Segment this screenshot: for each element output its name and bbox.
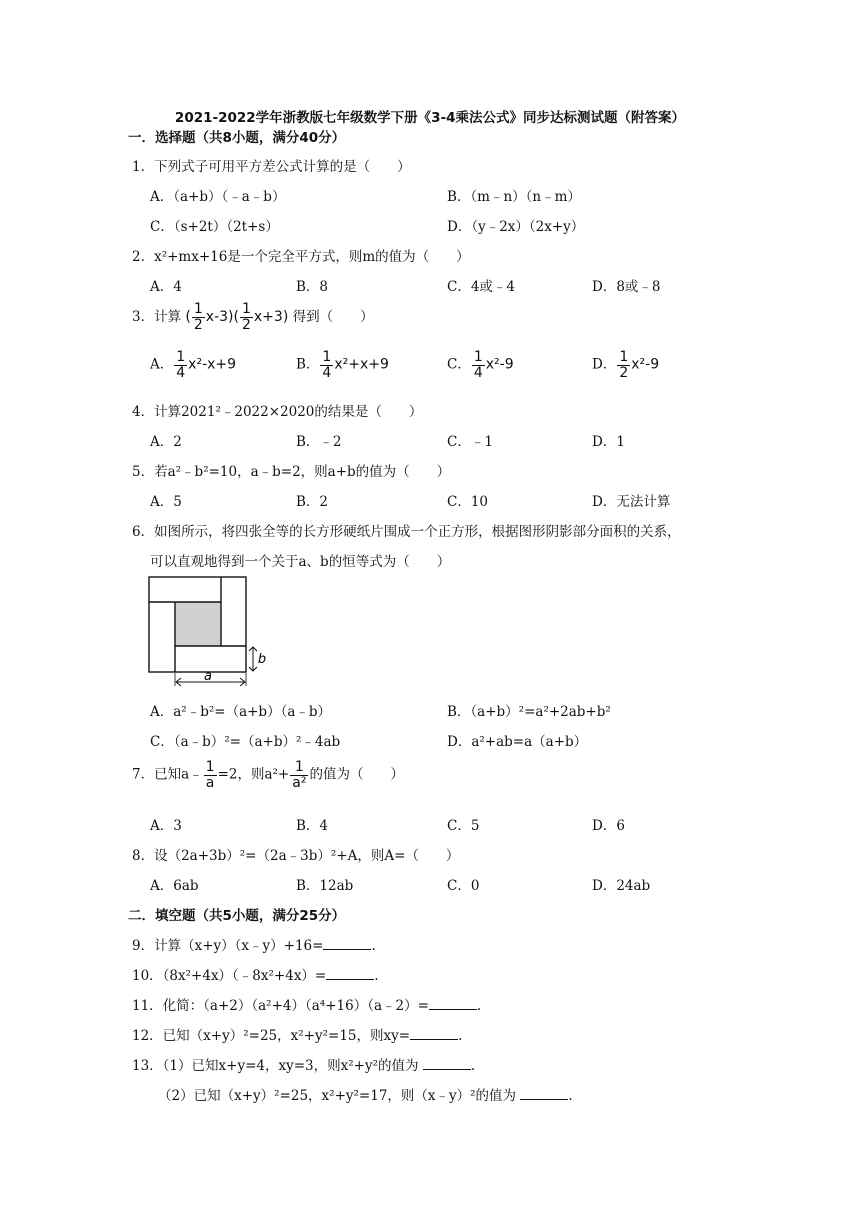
- question-6-option-d: D．a²+ab=a（a+b）: [447, 734, 588, 750]
- question-3-option-b: B． $\frac{1}{4}$ x²+x+9: [296, 349, 389, 381]
- question-3-fraction-1: $\frac{1}{2}$: [193, 301, 203, 333]
- question-2-option-b: B．8: [296, 279, 329, 295]
- question-4-option-c: C．﹣1: [447, 434, 493, 450]
- question-4-option-b: B．﹣2: [296, 434, 342, 450]
- question-3-option-a: A． $\frac{1}{4}$ x²-x+9: [150, 349, 237, 381]
- question-1-option-d: D．（y﹣2x）（2x+y）: [447, 219, 585, 235]
- question-6-stem-line-2: 可以直观地得到一个关于a、b的恒等式为（ ）: [150, 554, 451, 570]
- question-7-option-a: A．3: [150, 818, 182, 834]
- question-8-option-d: D．24ab: [592, 878, 651, 894]
- question-8-option-b: B．12ab: [296, 878, 354, 894]
- question-7-option-d: D．6: [592, 818, 625, 834]
- question-1-option-b: B．（m﹣n）（n﹣m）: [447, 189, 581, 205]
- question-1-stem: 1．下列式子可用平方差公式计算的是（ ）: [132, 159, 411, 175]
- question-4-stem: 4．计算2021²﹣2022×2020的结果是（ ）: [132, 404, 423, 420]
- document-title: 2021-2022学年浙教版七年级数学下册《3-4乘法公式》同步达标测试题（附答案）: [174, 110, 686, 126]
- question-2-option-a: A．4: [150, 279, 182, 295]
- question-7-stem: 7．已知a﹣ $\frac{1}{a}$ =2，则a²+ $\frac{1}{\text{a²}}$ 的值为（ ）: [132, 759, 404, 791]
- question-13-part-2: （2）已知（x+y）²=25，x²+y²=17，则（x﹣y）²的值为 .: [158, 1088, 573, 1104]
- question-3-option-c: C． $\frac{1}{4}$ x²-9: [447, 349, 514, 381]
- question-7-option-c: C．5: [447, 818, 480, 834]
- question-5-option-c: C．10: [447, 494, 489, 510]
- question-3-expression: ( $\frac{1}{2}$ x-3)( $\frac{1}{2}$ x+3): [185, 301, 289, 333]
- section-heading-choice: 一．选择题（共8小题，满分40分）: [128, 130, 346, 146]
- question-12: 12．已知（x+y）²=25，x²+y²=15，则xy= .: [132, 1028, 463, 1044]
- answer-blank: [520, 1087, 568, 1100]
- question-3-stem-post: 得到（ ）: [292, 309, 374, 326]
- section-heading-fill: 二．填空题（共5小题，满分25分）: [128, 908, 346, 924]
- label-b: b: [257, 652, 267, 667]
- question-5-stem: 5．若a²﹣b²=10，a﹣b=2，则a+b的值为（ ）: [132, 464, 451, 480]
- question-5-option-a: A．5: [150, 494, 182, 510]
- question-2-option-d: D．8或﹣8: [592, 279, 661, 295]
- answer-blank: [423, 1057, 471, 1070]
- question-3-stem: [132, 302, 374, 332]
- answer-blank: [429, 997, 477, 1010]
- question-2-option-c: C．4或﹣4: [447, 279, 516, 295]
- question-3-option-d: D． $\frac{1}{2}$ x²-9: [592, 349, 660, 381]
- question-1-option-a: A．（a+b）（﹣a﹣b）: [150, 189, 286, 205]
- question-6-figure: [146, 574, 276, 694]
- question-3-stem-pre: 3．计算: [132, 309, 182, 326]
- question-5-option-d: D．无法计算: [592, 494, 671, 510]
- question-7-fraction-1: $\frac{1}{a}$: [205, 759, 215, 791]
- question-4-option-a: A．2: [150, 434, 182, 450]
- question-2-stem: 2．x²+mx+16是一个完全平方式，则m的值为（ ）: [132, 249, 470, 265]
- question-7-fraction-2: $\frac{1}{\text{a²}}$: [292, 759, 307, 791]
- question-7-option-b: B．4: [296, 818, 329, 834]
- question-13-part-1: 13．（1）已知x+y=4，xy=3，则x²+y²的值为 .: [132, 1058, 476, 1074]
- question-3-fraction-2: $\frac{1}{2}$: [241, 301, 251, 333]
- shaded-square: [175, 602, 221, 646]
- question-5-option-b: B．2: [296, 494, 329, 510]
- answer-blank: [326, 967, 374, 980]
- question-6-stem-line-1: 6．如图所示，将四张全等的长方形硬纸片围成一个正方形，根据图形阴影部分面积的关系，: [132, 524, 681, 540]
- question-8-stem: 8．设（2a+3b）²=（2a﹣3b）²+A，则A=（ ）: [132, 848, 460, 864]
- question-8-option-c: C．0: [447, 878, 480, 894]
- answer-blank: [410, 1027, 458, 1040]
- question-6-option-c: C．（a﹣b）²=（a+b）²﹣4ab: [150, 734, 341, 750]
- question-6-option-a: A．a²﹣b²=（a+b）（a﹣b）: [150, 704, 332, 720]
- answer-blank: [323, 937, 371, 950]
- question-9: 9．计算（x+y）（x﹣y）+16= .: [132, 938, 376, 954]
- question-8-option-a: A．6ab: [150, 878, 199, 894]
- question-4-option-d: D．1: [592, 434, 625, 450]
- question-11: 11．化简：（a+2）（a²+4）（a⁴+16）（a﹣2）= .: [132, 998, 482, 1014]
- four-rectangles-square-diagram: [146, 574, 276, 694]
- question-6-option-b: B．（a+b）²=a²+2ab+b²: [447, 704, 611, 720]
- question-1-option-c: C．（s+2t）（2t+s）: [150, 219, 279, 235]
- question-10: 10．（8x²+4x）（﹣8x²+4x）= .: [132, 968, 379, 984]
- label-a: a: [204, 669, 212, 684]
